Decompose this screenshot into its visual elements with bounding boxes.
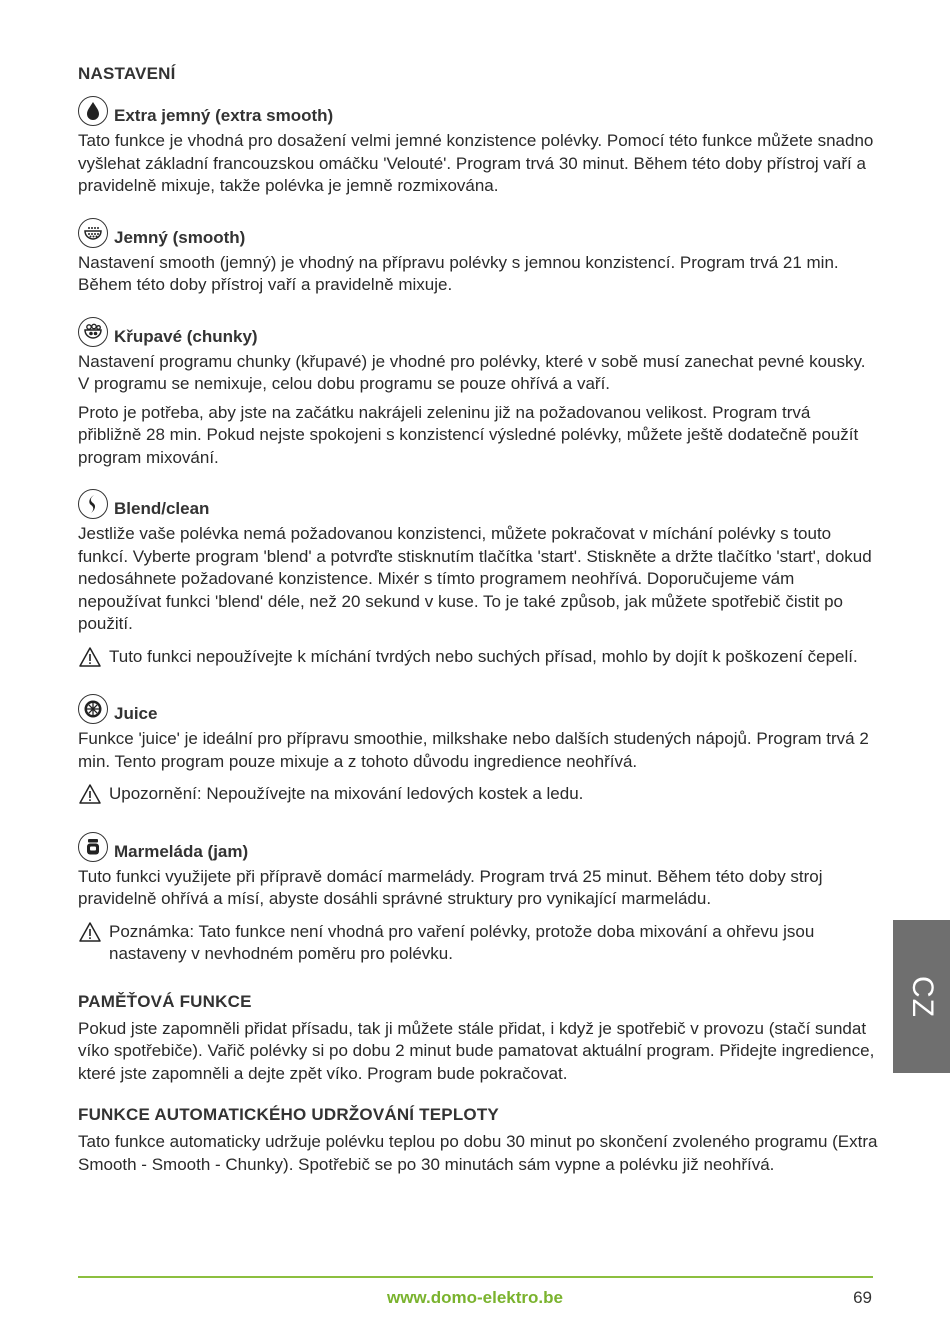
chunky-title: Křupavé (chunky) — [114, 326, 258, 346]
page-number: 69 — [853, 1288, 872, 1307]
jam-warning-text: Poznámka: Tato funkce není vhodná pro vaření polévky, protože doba mixování a ohřevu jsou nastaveny v nevhodném poměru pro polévku. — [109, 921, 815, 963]
blend-warning-text: Tuto funkci nepoužívejte k míchání tvrdých nebo suchých přísad, mohlo by dojít k poškození čepelí. — [109, 646, 858, 666]
setting-extra-smooth — [78, 96, 878, 198]
blend-swirl-icon — [78, 489, 108, 519]
setting-smooth — [78, 218, 878, 297]
language-tab-label: CZ — [905, 975, 939, 1018]
memory-function-heading: PAMĚŤOVÁ FUNKCE — [78, 991, 252, 1011]
jam-jar-icon — [78, 832, 108, 862]
language-tab — [893, 920, 950, 1073]
juice-warning-text: Upozornění: Nepoužívejte na mixování ledových kostek a ledu. — [109, 784, 584, 803]
keep-warm-text: Tato funkce automaticky udržuje polévku teplou po dobu 30 minut po skončení zvoleného programu (Extra Smooth - Smooth - Chunky). Spotřebič se po 30 minutách sám vypne a polévku již neohřívá. — [78, 1132, 878, 1174]
keep-warm-section — [78, 1105, 878, 1176]
setting-jam — [78, 832, 878, 966]
juice-title: Juice — [114, 704, 158, 723]
blend-warning — [78, 646, 878, 669]
warning-triangle-icon — [78, 783, 102, 805]
warning-triangle-icon — [78, 921, 102, 943]
jam-warning — [78, 921, 878, 966]
section-heading-settings: NASTAVENÍ — [78, 64, 176, 83]
chunky-bowl-icon — [78, 317, 108, 347]
water-drop-icon — [78, 96, 108, 126]
juice-text: Funkce 'juice' je ideální pro přípravu smoothie, milkshake nebo dalších studených nápojů. Program trvá 2 min. Tento program pouze mixuje a z tohoto důvodu ingredience neohřívá. — [78, 729, 869, 771]
juice-warning — [78, 783, 878, 806]
setting-chunky — [78, 317, 878, 470]
chunky-text-1: Nastavení programu chunky (křupavé) je vhodné pro polévky, které v sobě musí zanechat pevné kousky. V programu se nemixuje, celou dobu programu se pouze ohřívá a vaří. — [78, 351, 866, 393]
memory-function-text: Pokud jste zapomněli přidat přísadu, tak ji můžete stále přidat, i když je spotřebič v provozu (stačí sundat víko spotřebiče). Vařič polévky si po dobu 2 minut bude pamatovat aktuální program. Přidejte ingredience, které jste zapomněli a dejte zpět víko. Program bude pokračovat. — [78, 1018, 875, 1083]
smooth-title: Jemný (smooth) — [114, 227, 246, 247]
extra-smooth-text: Tato funkce je vhodná pro dosažení velmi jemné konzistence polévky. Pomocí této funkce můžete snadno vyšlehat základní francouzskou omáčku 'Velouté'. Program trvá 30 minut. Během této doby přístroj vaří a pravidelně mixuje, takže polévka je jemně rozmixována. — [78, 131, 874, 195]
extra-smooth-title: Extra jemný (extra smooth) — [114, 106, 334, 125]
warning-triangle-icon — [78, 646, 102, 668]
chunky-text-2: Proto je potřeba, aby jste na začátku nakrájeli zeleninu již na požadovanou velikost. Program trvá přibližně 28 min. Pokud nejste spokojeni s konzistencí výsledné polévky, můžete ještě dodatečně použít program mixování. — [78, 402, 859, 467]
page-content — [78, 64, 878, 1196]
citrus-slice-icon — [78, 694, 108, 724]
jam-text: Tuto funkci využijete při přípravě domácí marmelády. Program trvá 25 minut. Během této doby stroj pravidelně ohřívá a mísí, abyste dosáhli správné struktury pro vynikající marmeládu. — [78, 866, 823, 908]
keep-warm-heading: FUNKCE AUTOMATICKÉHO UDRŽOVÁNÍ TEPLOTY — [78, 1105, 499, 1124]
setting-blend — [78, 489, 878, 668]
blend-text: Jestliže vaše polévka nemá požadovanou konzistenci, můžete pokračovat v míchání polévky s touto funkcí. Vyberte program 'blend' a potvrďte stisknutím tlačítka 'start'. Stiskněte a držte tlačítko 'start', dokud nedosáhnete požadované konzistence. Mixér s tímto programem neohřívá. Doporučujeme vám nepoužívat funkci 'blend' déle, než 20 sekund v kuse. To je také způsob, jak můžete spotřebič čistit po použití. — [78, 524, 872, 633]
footer-website-link[interactable]: www.domo-elektro.be — [386, 1288, 563, 1307]
fine-dots-bowl-icon — [78, 218, 108, 248]
blend-title: Blend/clean — [114, 499, 210, 518]
jam-title: Marmeláda (jam) — [114, 841, 249, 861]
memory-function-section — [78, 992, 878, 1086]
smooth-text: Nastavení smooth (jemný) je vhodný na přípravu polévky s jemnou konzistencí. Program trvá 21 min. Během této doby přístroj vaří a pravidelně mixuje. — [78, 252, 839, 294]
setting-juice — [78, 694, 878, 806]
footer-divider — [78, 1276, 873, 1278]
